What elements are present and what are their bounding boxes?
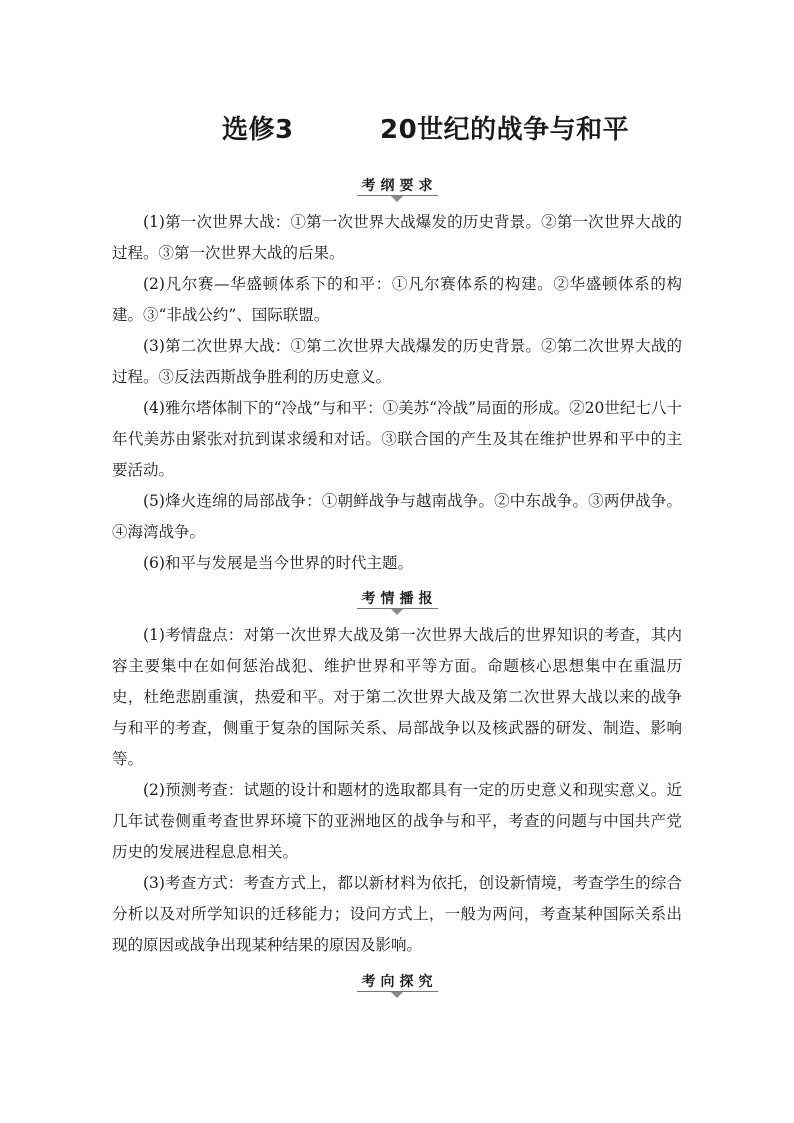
title-topic: 20世纪的战争与和平 — [380, 115, 630, 145]
section-heading-exam-direction — [0, 971, 794, 1001]
title-module: 选修3 — [222, 115, 294, 145]
paragraph: (3)考查方式：考查方式上，都以新材料为依托，创设新情境，考查学生的综合分析以及对所学知识的迁移能力；设问方式上，一般为两问，考查某种国际关系出现的原因或战争出现某种结果的原因及影响。 — [112, 874, 682, 954]
section-heading-label: 考纲要求 — [357, 178, 438, 196]
paragraph: (1)考情盘点：对第一次世界大战及第一次世界大战后的世界知识的考查，其内容主要集中在如何惩治战犯、维护世界和平等方面。命题核心思想集中在重温历史，杜绝悲剧重演，热爱和平。对于第二次世界大战及第二次世界大战以来的战争与和平的考查，侧重于复杂的国际关系、局部战争以及核武器的研发、制造、影响等。 — [112, 626, 682, 768]
paragraph: (3)第二次世界大战：①第二次世界大战爆发的历史背景。②第二次世界大战的过程。③反法西斯战争胜利的历史意义。 — [112, 337, 682, 386]
section-heading-label: 考向探究 — [357, 974, 438, 992]
paragraph: (2)凡尔赛—华盛顿体系下的和平：①凡尔赛体系的构建。②华盛顿体系的构建。③“非战公约”、国际联盟。 — [112, 275, 682, 324]
down-triangle-icon — [391, 196, 403, 202]
paragraph: (6)和平与发展是当今世界的时代主题。 — [143, 554, 413, 572]
paragraph: (2)预测考查：试题的设计和题材的选取都具有一定的历史意义和现实意义。近几年试卷侧重考查世界环境下的亚洲地区的战争与和平，考查的问题与中国共产党历史的发展进程息息相关。 — [112, 781, 682, 861]
page-title — [0, 112, 794, 152]
down-triangle-icon — [391, 609, 403, 615]
section-body-exam-requirements — [112, 207, 682, 579]
paragraph: (4)雅尔塔体制下的“冷战”与和平：①美苏“冷战”局面的形成。②20世纪七八十年代美苏由紧张对抗到谋求缓和对话。③联合国的产生及其在维护世界和平中的主要活动。 — [112, 399, 682, 479]
section-heading-exam-requirements — [0, 175, 794, 205]
section-heading-exam-report — [0, 588, 794, 618]
paragraph: (1)第一次世界大战：①第一次世界大战爆发的历史背景。②第一次世界大战的过程。③第一次世界大战的后果。 — [112, 213, 682, 262]
section-body-exam-report — [112, 620, 682, 961]
paragraph: (5)烽火连绵的局部战争：①朝鲜战争与越南战争。②中东战争。③两伊战争。④海湾战争。 — [112, 492, 682, 541]
section-heading-label: 考情播报 — [357, 591, 438, 609]
down-triangle-icon — [391, 992, 403, 998]
